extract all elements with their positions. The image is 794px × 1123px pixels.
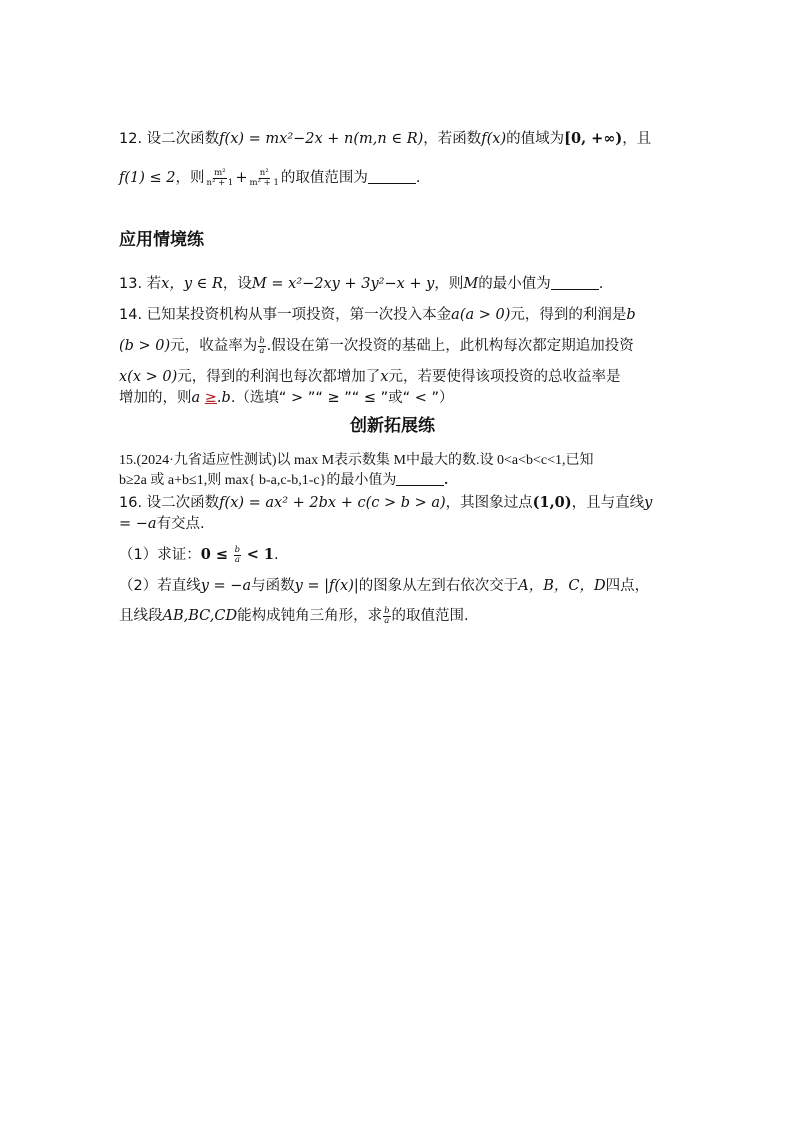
q16-part2-line1: （2）若直线y = −a与函数y = |f(x)|的图象从左到右依次交于A，B，C，D四点， [119,578,650,594]
question-number: 16. [119,495,143,511]
q15-line1: 15.(2024·九省适应性测试)以 max M表示数集 M中最大的数.设 0<a<b<c<1,已知 [119,453,594,468]
q14-line3: x(x > 0)元，得到的利润也每次都增加了x元，若要使得该项投资的总收益率是 [119,369,621,385]
question-number: 13. [119,276,143,292]
q14-line1: 14. 已知某投资机构从事一项投资，第一次投入本金a(a > 0)元，得到的利润是b [119,307,636,323]
filled-answer: ≥ [204,390,217,406]
q13-line: 13. 若x，y ∈ R，设M = x²−2xy + 3y²−x + y，则M的最小值为 . [119,276,604,292]
fraction: $\frac{b}{a}$ [234,544,241,565]
question-number: 12. [119,131,143,147]
fraction: $\frac{b}{a}$ [259,335,265,356]
fraction: $\frac{\text{m²}}{\text{n² + 1}}$ [206,167,234,188]
fraction: $\frac{\text{n²}}{\text{m² + 1}}$ [249,167,279,188]
q12-line1: 12. 设二次函数f(x) = mx²−2x + n(m,n ∈ R)，若函数f(x)的值域为[0, +∞)，且 [119,130,652,147]
q12-line2: f(1) ≤ 2，则 $\frac{\text{m²}}{\text{n² + 1}}$ + $\frac{\text{n²}}{\text{m² + 1}}$ 的取值范围为 . [119,167,421,188]
q16-line1: 16. 设二次函数f(x) = ax² + 2bx + c(c > b > a)，其图象过点(1,0)，且与直线y [119,494,653,511]
q14-line4: 增加的，则a ≥.b.（选填“ > ”“ ≥ ”“ ≤ ”或“ < ”） [119,390,454,406]
q15-line2: b≥2a 或 a+b≤1,则 max{ b-a,c-b,1-c}的最小值为 . [119,473,448,488]
q16-part1: （1）求证：0 ≤ $\frac{b}{a}$ < 1. [119,544,279,565]
answer-blank[interactable] [368,169,416,184]
question-number: 14. [119,307,143,323]
math-expr: f(x) = mx²−2x + n(m,n ∈ R) [219,131,424,147]
q14-line2: (b > 0)元，收益率为 $\frac{b}{a}$ .假设在第一次投资的基础上，此机构每次都定期追加投资 [119,335,634,356]
fraction: $\frac{b}{a}$ [384,605,390,626]
q16-part2-line2: 且线段AB,BC,CD能构成钝角三角形，求 $\frac{b}{a}$ 的取值范围. [119,605,469,626]
answer-blank[interactable] [396,471,444,486]
q16-line2: = −a有交点. [119,516,205,532]
section-heading: 应用情境练 [119,230,204,250]
answer-blank[interactable] [551,275,599,290]
section-heading: 创新拓展练 [350,416,435,436]
